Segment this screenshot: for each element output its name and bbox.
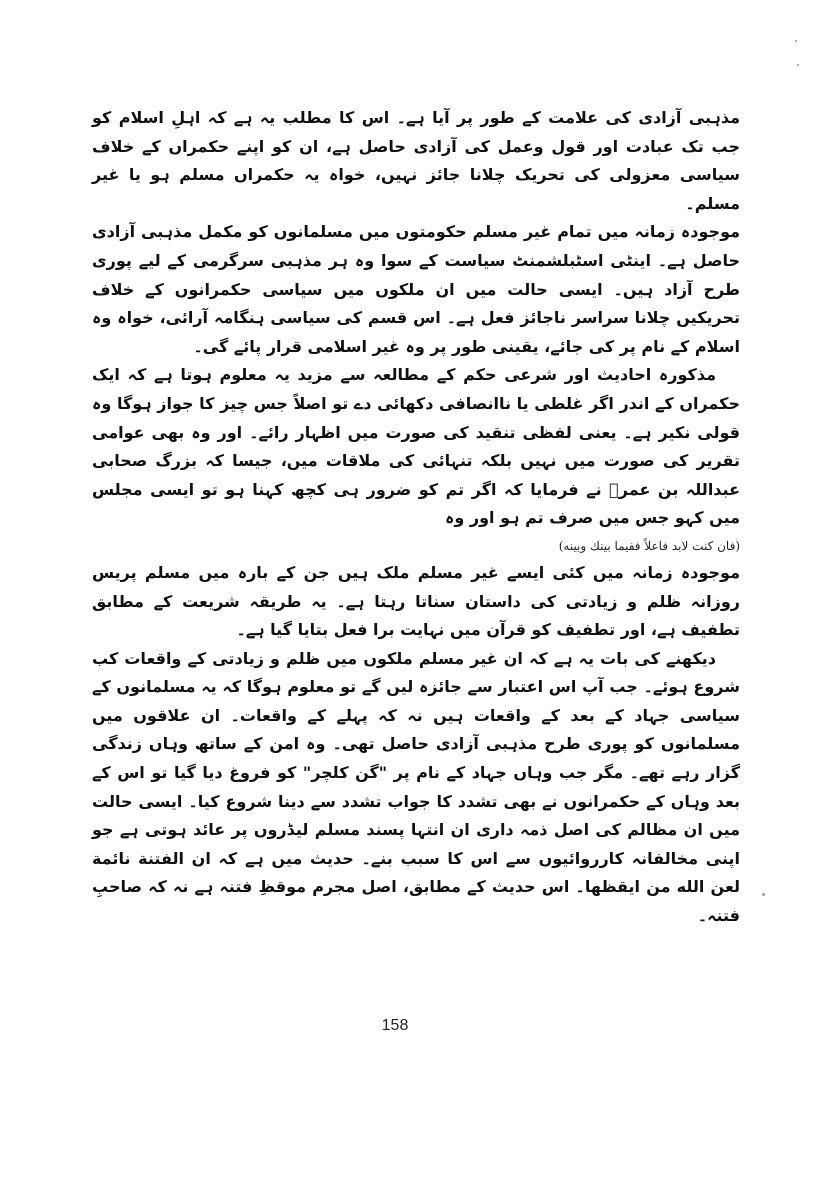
paragraph-5: دیکھنے کی بات یہ ہے کہ ان غیر مسلم ملکوں میں ظلم و زیادتی کے واقعات کب شروع ہوئے۔ جب آپ اس اعتبار سے جائزہ لیں گے تو معلوم ہوگا کہ یہ مسلمانوں کے سیاسی جہاد کے بعد کے واقعات ہیں نہ کہ پہلے کے واقعات۔ ان علاقوں میں مسلمانوں کو پوری طرح مذہبی آزادی حاصل تھی۔ وہ امن کے ساتھ وہاں زندگی گزار رہے تھے۔ مگر جب وہاں جہاد کے نام پر "گن کلچر" کو فروغ دیا گیا تو اس کے بعد وہاں کے حکمرانوں نے بھی تشدد کا جواب تشدد سے دینا شروع کیا۔ ایسی حالت میں ان مظالم کی اصل ذمہ داری ان انتہا پسند مسلم لیڈروں پر عائد ہوتی ہے جو اپنی مخالفانہ کارروائیوں سے اس کا سبب بنے۔ حدیث میں ہے کہ ان الفتنة نائمة لعن الله من ايقظها۔ اس حدیث کے مطابق، اصل مجرم موقظِ فتنہ ہے نہ کہ صاحبِ فتنہ۔	[92, 648, 741, 926]
scan-speck	[762, 893, 765, 896]
paragraph-3: مذکورہ احادیث اور شرعی حکم کے مطالعہ سے مزید یہ معلوم ہوتا ہے کہ ایک حکمراں کے اندر اگر غلطی یا ناانصافی دکھائی دے تو اصلاً جس چیز کا جواز ہوگا وہ قولی نکیر ہے۔ یعنی لفظی تنقید کی صورت میں اظہار رائے۔ اور وہ بھی عوامی تقریر کی صورت میں نہیں بلکہ تنہائی کی ملاقات میں، جیسا کہ بزرگ صحابی عبداللہ بن عمرؓ نے فرمایا کہ اگر تم کو ضرور ہی کچھ کہنا ہو تو ایسی مجلس میں کہو جس میں صرف تم ہو اور وہ	[92, 365, 740, 528]
arabic-quote: (فان کنت لابد فاعلاً ففيما بينك وبينه)	[558, 538, 740, 553]
scan-speck	[795, 40, 797, 42]
paragraph-4: موجودہ زمانہ میں کئی ایسے غیر مسلم ملک ہیں جن کے بارہ میں مسلم پریس روزانہ ظلم و زیادتی کی داستان سناتا رہتا ہے۔ یہ طریقہ شریعت کے مطابق تطفیف ہے، اور تطفیف کو قرآن میں نہایت برا فعل بتایا گیا ہے۔	[92, 562, 740, 640]
scan-speck	[797, 64, 799, 66]
paragraph-2: موجودہ زمانہ میں تمام غیر مسلم حکومتوں میں مسلمانوں کو مکمل مذہبی آزادی حاصل ہے۔ اینٹی اسٹبلشمنٹ سیاست کے سوا وہ ہر مذہبی سرگرمی کے لیے پوری طرح آزاد ہیں۔ ایسی حالت میں ان ملکوں میں سیاسی حکمرانوں کے خلاف تحریکیں چلانا سراسر ناجائز فعل ہے۔ اس قسم کی سیاسی ہنگامہ آرائی، خواہ وہ اسلام کے نام پر کی جائے، یقینی طور پر وہ غیر اسلامی قرار پائے گی۔	[92, 222, 740, 356]
paragraph-1: مذہبی آزادی کی علامت کے طور پر آیا ہے۔ اس کا مطلب یہ ہے کہ اہلِ اسلام کو جب تک عبادت اور قول وعمل کی آزادی حاصل ہے، ان کو اپنے حکمراں کے خلاف سیاسی معزولی کی تحریک چلانا جائز نہیں، خواہ یہ حکمراں مسلم ہو یا غیر مسلم۔	[92, 108, 740, 213]
body-text	[92, 104, 740, 931]
page-number: 158	[381, 1017, 409, 1034]
